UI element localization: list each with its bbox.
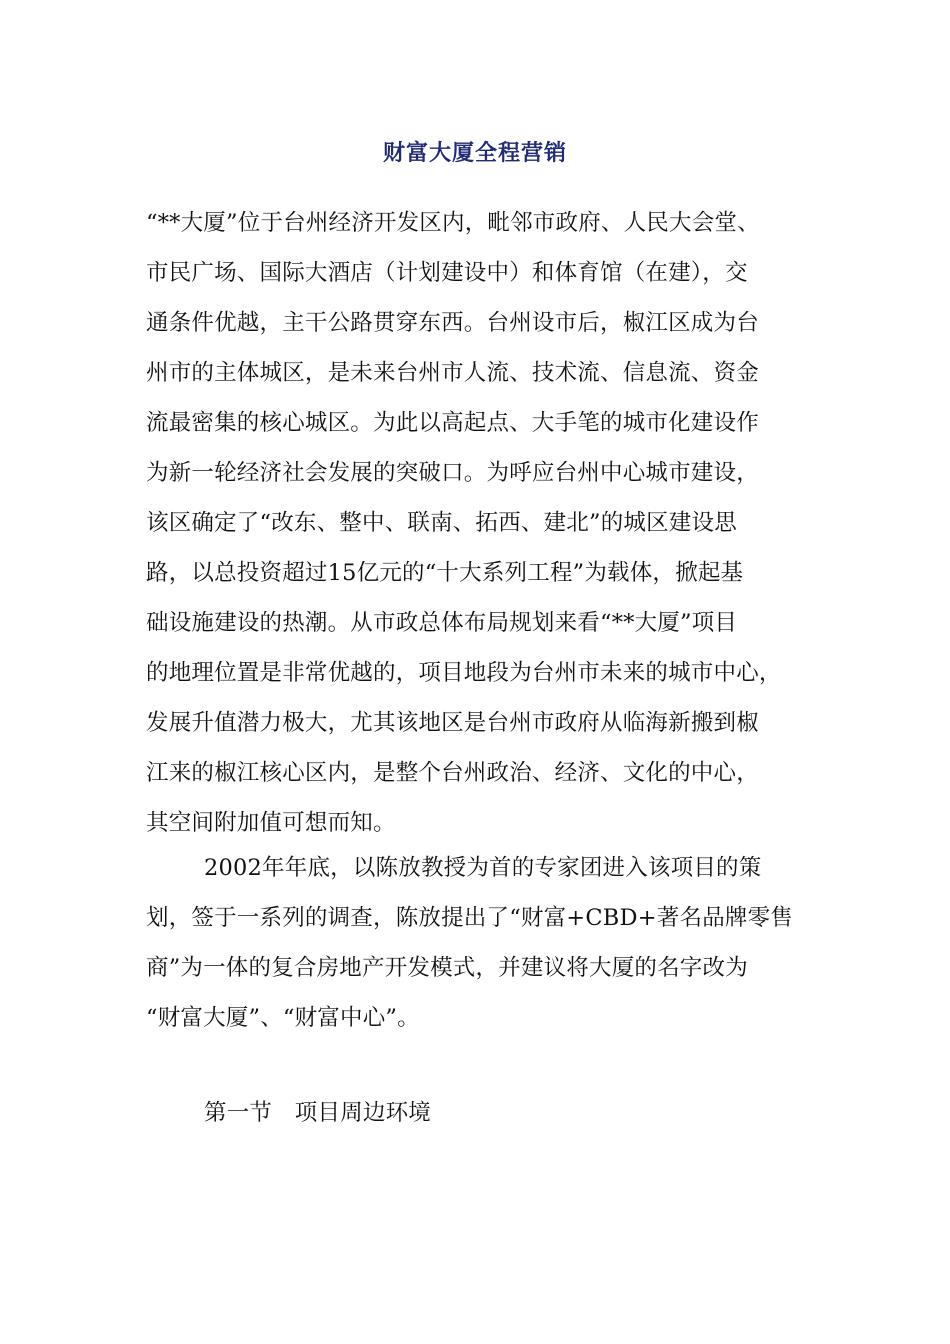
paragraph-line: 的地理位置是非常优越的，项目地段为台州市未来的城市中心， — [146, 660, 782, 686]
paragraph-line: 为新一轮经济社会发展的突破口。为呼应台州中心城市建设， — [146, 460, 759, 486]
paragraph-line: 其空间附加值可想而知。 — [146, 810, 396, 836]
paragraph-line: 州市的主体城区，是未来台州市人流、技术流、信息流、资金 — [146, 360, 759, 386]
paragraph-line: 础设施建设的热潮。从市政总体布局规划来看“**大厦”项目 — [146, 610, 738, 636]
paragraph-intro — [146, 198, 826, 848]
paragraph-line: 发展升值潜力极大，尤其该地区是台州市政府从临海新搬到椒 — [146, 710, 759, 736]
paragraph-planning — [146, 843, 826, 1043]
paragraph-line: 路，以总投资超过15亿元的“十大系列工程”为载体，掀起基 — [146, 560, 744, 586]
paragraph-line: “**大厦”位于台州经济开发区内，毗邻市政府、人民大会堂、 — [146, 210, 760, 236]
paragraph-line: “财富大厦”、“财富中心”。 — [146, 1005, 420, 1031]
paragraph-line: 流最密集的核心城区。为此以高起点、大手笔的城市化建设作 — [146, 410, 759, 436]
paragraph-line: 商”为一体的复合房地产开发模式，并建议将大厦的名字改为 — [146, 955, 748, 981]
paragraph-line: 划，签于一系列的调查，陈放提出了“财富+CBD+著名品牌零售 — [146, 905, 793, 931]
section-heading-block — [146, 1088, 826, 1138]
paragraph-line: 市民广场、国际大酒店（计划建设中）和体育馆（在建），交 — [146, 260, 748, 286]
paragraph-line: 该区确定了“改东、整中、联南、拓西、建北”的城区建设思 — [146, 510, 737, 536]
paragraph-line: 2002年年底，以陈放教授为首的专家团进入该项目的策 — [204, 855, 762, 881]
paragraph-line: 江来的椒江核心区内，是整个台州政治、经济、文化的中心， — [146, 760, 759, 786]
paragraph-line: 通条件优越，主干公路贯穿东西。台州设市后，椒江区成为台 — [146, 310, 759, 336]
section-heading: 第一节 项目周边环境 — [204, 1100, 432, 1126]
document-title: 财富大厦全程营销 — [382, 141, 567, 166]
